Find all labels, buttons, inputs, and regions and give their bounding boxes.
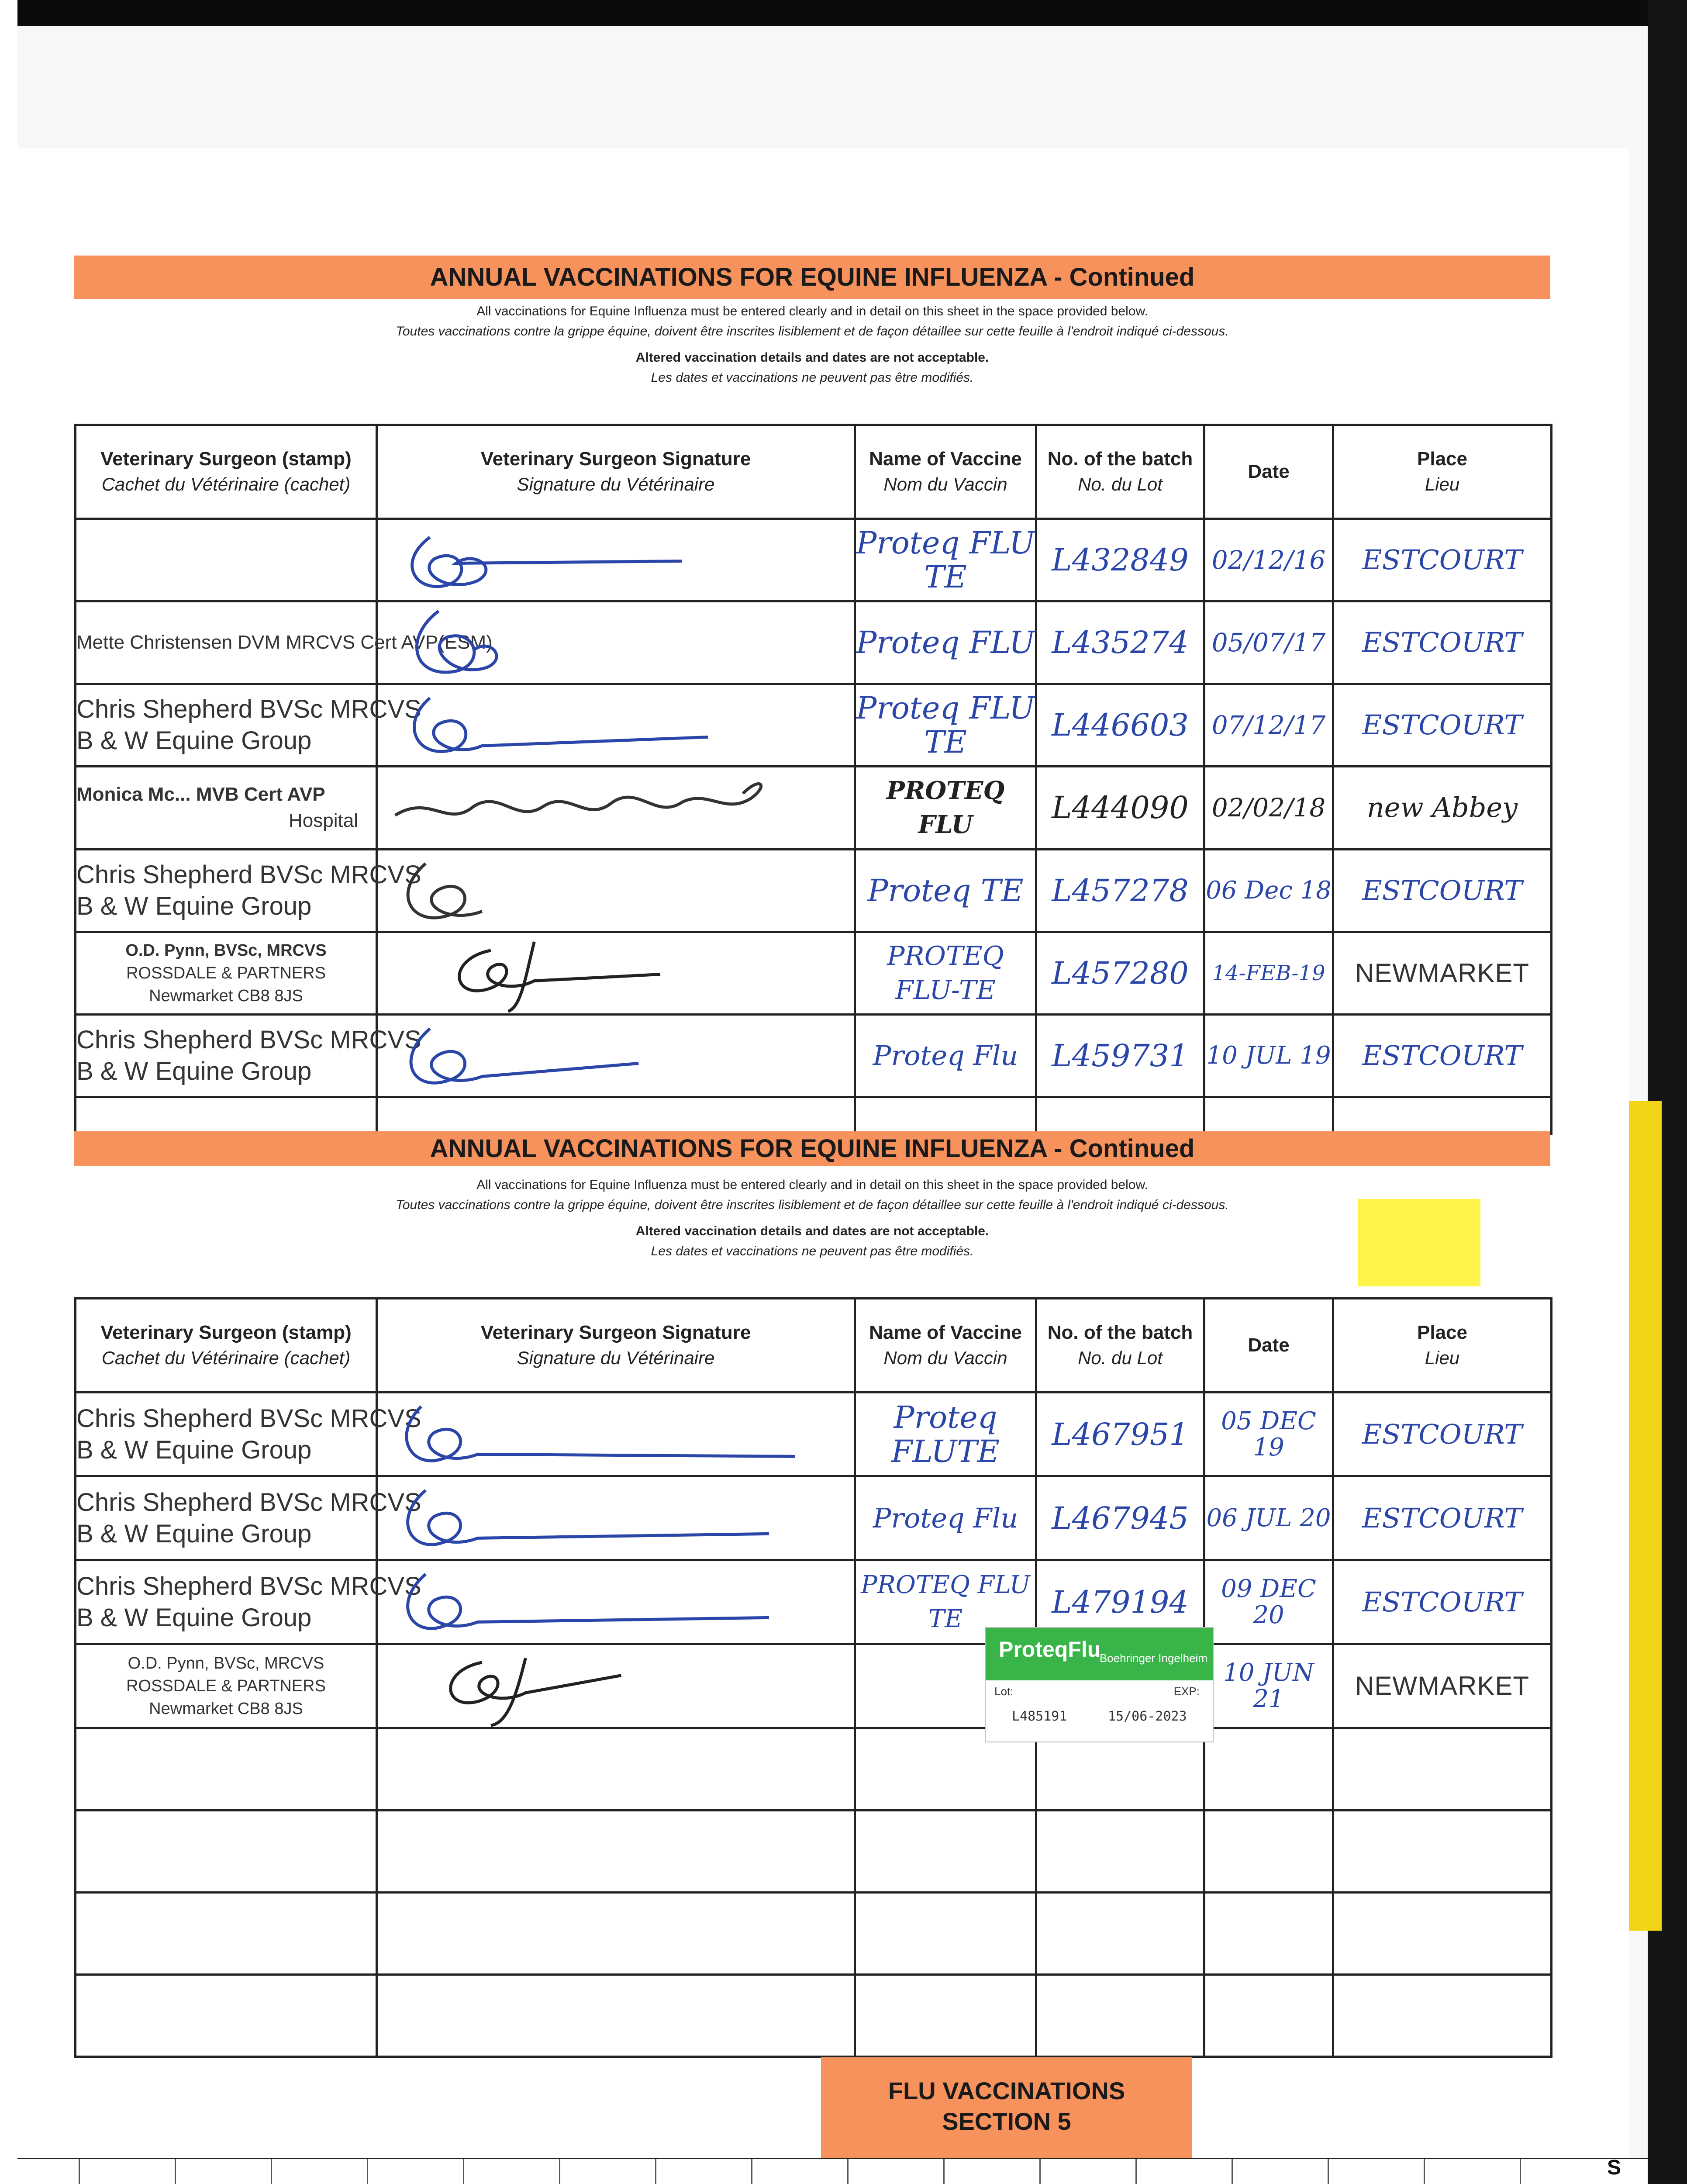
place-cell: ESTCOURT bbox=[1333, 601, 1552, 684]
sticker-brand-band bbox=[986, 1628, 1213, 1680]
date-cell: 14-FEB-19 bbox=[1204, 932, 1333, 1014]
batch-cell: L467951 bbox=[1036, 1393, 1204, 1476]
vaccine-cell: Proteq Flu bbox=[855, 1014, 1036, 1097]
ruler-tick bbox=[1424, 2159, 1425, 2184]
table-row bbox=[76, 932, 1552, 1014]
stamp-cell: Chris Shepherd BVSc MRCVS B & W Equine Group bbox=[76, 684, 377, 767]
ruler-tick bbox=[1039, 2159, 1041, 2184]
batch-cell bbox=[1036, 1810, 1204, 1892]
ruler-tick bbox=[655, 2159, 656, 2184]
stamp-cell bbox=[76, 1810, 377, 1892]
ruler-tick bbox=[79, 2159, 80, 2184]
section-label bbox=[821, 2057, 1192, 2158]
place-cell: ESTCOURT bbox=[1333, 1393, 1552, 1476]
vaccine-cell bbox=[855, 1892, 1036, 1974]
section-label-line2: SECTION 5 bbox=[942, 2108, 1071, 2135]
col-header-stamp: Veterinary Surgeon (stamp) Cachet du Vétérinaire (cachet) bbox=[76, 425, 377, 519]
table-row bbox=[76, 849, 1552, 932]
batch-cell: L467945 bbox=[1036, 1476, 1204, 1560]
sticker-exp-value: 15/06-2023 bbox=[1108, 1709, 1187, 1724]
place-cell: NEWMARKET bbox=[1333, 1644, 1552, 1728]
stamp-cell bbox=[76, 519, 377, 601]
yellow-page-tab bbox=[1629, 1101, 1662, 1931]
table-header-row bbox=[76, 1299, 1552, 1393]
place-cell bbox=[1333, 1728, 1552, 1810]
vaccine-cell bbox=[855, 1974, 1036, 2056]
vaccine-cell: Proteq Flu bbox=[855, 1476, 1036, 1560]
date-cell bbox=[1204, 1974, 1333, 2056]
warning-fr: Les dates et vaccinations ne peuvent pas être modifiés. bbox=[651, 1244, 974, 1258]
col-header-place: Place Lieu bbox=[1333, 1299, 1552, 1393]
scan-frame-top bbox=[0, 0, 1687, 26]
stamp-cell bbox=[76, 1097, 377, 1134]
vaccine-cell bbox=[855, 1810, 1036, 1892]
vaccine-cell: Proteq TE bbox=[855, 849, 1036, 932]
date-cell: 02/12/16 bbox=[1204, 519, 1333, 601]
batch-cell: L432849 bbox=[1036, 519, 1204, 601]
ruler-tick bbox=[1135, 2159, 1137, 2184]
place-cell bbox=[1333, 1097, 1552, 1134]
place-cell: ESTCOURT bbox=[1333, 1476, 1552, 1560]
ruler-tick bbox=[559, 2159, 560, 2184]
place-cell: ESTCOURT bbox=[1333, 1014, 1552, 1097]
date-cell bbox=[1204, 1728, 1333, 1810]
place-cell: ESTCOURT bbox=[1333, 1560, 1552, 1644]
instruction-en: All vaccinations for Equine Influenza must be entered clearly and in detail on this sheet in the space provided below. bbox=[476, 1178, 1148, 1192]
stamp-cell bbox=[76, 1728, 377, 1810]
col-header-batch: No. of the batch No. du Lot bbox=[1036, 425, 1204, 519]
instructions-top bbox=[74, 301, 1550, 388]
table-row bbox=[76, 767, 1552, 849]
signature-scribble bbox=[378, 1477, 854, 1559]
signature-cell bbox=[377, 1810, 855, 1892]
table-row bbox=[76, 1644, 1552, 1728]
vaccination-table-bottom bbox=[74, 1297, 1552, 2058]
table-row bbox=[76, 601, 1552, 684]
warning-en: Altered vaccination details and dates are not acceptable. bbox=[635, 350, 989, 365]
signature-cell bbox=[377, 1014, 855, 1097]
place-cell bbox=[1333, 1810, 1552, 1892]
signature-cell bbox=[377, 849, 855, 932]
signature-cell bbox=[377, 1393, 855, 1476]
stamp-cell: Chris Shepherd BVSc MRCVS B & W Equine Group bbox=[76, 1560, 377, 1644]
page-edge-ruler bbox=[17, 2158, 1648, 2184]
signature-cell bbox=[377, 519, 855, 601]
stamp-cell: Mette Christensen DVM MRCVS Cert AVP(ESM) bbox=[76, 601, 377, 684]
signature-scribble bbox=[378, 1393, 854, 1475]
place-cell: NEWMARKET bbox=[1333, 932, 1552, 1014]
place-cell: ESTCOURT bbox=[1333, 684, 1552, 767]
signature-cell bbox=[377, 932, 855, 1014]
instruction-fr: Toutes vaccinations contre la grippe équine, doivent être inscrites lisiblement et de façon détaillee sur cette feuille à l'endroit indiqué ci-dessous. bbox=[396, 1198, 1229, 1212]
ruler-tick bbox=[943, 2159, 945, 2184]
col-header-date: Date bbox=[1204, 425, 1333, 519]
date-cell: 07/12/17 bbox=[1204, 684, 1333, 767]
table-row bbox=[76, 1728, 1552, 1810]
ruler-tick bbox=[1232, 2159, 1233, 2184]
date-cell: 02/02/18 bbox=[1204, 767, 1333, 849]
signature-scribble bbox=[378, 685, 854, 765]
sticker-manufacturer: Boehringer Ingelheim bbox=[1099, 1652, 1207, 1665]
stamp-cell: Chris Shepherd BVSc MRCVS B & W Equine Group bbox=[76, 1393, 377, 1476]
batch-cell bbox=[1036, 1974, 1204, 2056]
signature-cell bbox=[377, 1560, 855, 1644]
ruler-tick bbox=[175, 2159, 176, 2184]
signature-scribble bbox=[378, 767, 854, 848]
ruler-tick bbox=[1520, 2159, 1521, 2184]
batch-cell: L457278 bbox=[1036, 849, 1204, 932]
stamp-cell bbox=[76, 1892, 377, 1974]
place-cell: ESTCOURT bbox=[1333, 849, 1552, 932]
signature-cell bbox=[377, 1892, 855, 1974]
table-row bbox=[76, 1393, 1552, 1476]
vaccine-cell: PROTEQ FLU TE bbox=[855, 1560, 1036, 1644]
col-header-vaccine: Name of Vaccine Nom du Vaccin bbox=[855, 1299, 1036, 1393]
signature-scribble bbox=[378, 933, 854, 1013]
table-row bbox=[76, 1892, 1552, 1974]
col-header-place: Place Lieu bbox=[1333, 425, 1552, 519]
table-row bbox=[76, 684, 1552, 767]
batch-cell bbox=[1036, 1892, 1204, 1974]
batch-cell: L446603 bbox=[1036, 684, 1204, 767]
instructions-bottom bbox=[74, 1175, 1550, 1261]
date-cell: 06 JUL 20 bbox=[1204, 1476, 1333, 1560]
place-cell bbox=[1333, 1892, 1552, 1974]
sticker-lot-value: L485191 bbox=[1012, 1709, 1067, 1724]
date-cell: 06 Dec 18 bbox=[1204, 849, 1333, 932]
date-cell: 10 JUN 21 bbox=[1204, 1644, 1333, 1728]
date-cell: 05/07/17 bbox=[1204, 601, 1333, 684]
ruler-tick bbox=[271, 2159, 272, 2184]
place-cell: new Abbey bbox=[1333, 767, 1552, 849]
col-header-date: Date bbox=[1204, 1299, 1333, 1393]
date-cell bbox=[1204, 1810, 1333, 1892]
vaccine-cell bbox=[855, 1097, 1036, 1134]
ruler-tick bbox=[463, 2159, 464, 2184]
table-row bbox=[76, 1097, 1552, 1134]
warning-fr: Les dates et vaccinations ne peuvent pas être modifiés. bbox=[651, 370, 974, 385]
date-cell: 05 DEC 19 bbox=[1204, 1393, 1333, 1476]
signature-cell bbox=[377, 1728, 855, 1810]
signature-cell bbox=[377, 767, 855, 849]
table-row bbox=[76, 1810, 1552, 1892]
date-cell bbox=[1204, 1097, 1333, 1134]
sticker-brand: ProteqFlu bbox=[999, 1637, 1101, 1662]
stamp-cell: O.D. Pynn, BVSc, MRCVS ROSSDALE & PARTNERS Newmarket CB8 8JS bbox=[76, 1644, 377, 1728]
batch-cell: L444090 bbox=[1036, 767, 1204, 849]
stamp-cell: O.D. Pynn, BVSc, MRCVS ROSSDALE & PARTNERS Newmarket CB8 8JS bbox=[76, 932, 377, 1014]
warning-en: Altered vaccination details and dates are not acceptable. bbox=[635, 1224, 989, 1238]
section-banner-bottom: ANNUAL VACCINATIONS FOR EQUINE INFLUENZA - Continued bbox=[74, 1131, 1550, 1166]
signature-cell bbox=[377, 1644, 855, 1728]
section-label-line1: FLU VACCINATIONS bbox=[888, 2077, 1125, 2105]
signature-cell bbox=[377, 684, 855, 767]
section-banner-top: ANNUAL VACCINATIONS FOR EQUINE INFLUENZA - Continued bbox=[74, 256, 1550, 299]
stamp-cell: Chris Shepherd BVSc MRCVS B & W Equine Group bbox=[76, 1476, 377, 1560]
signature-cell bbox=[377, 1476, 855, 1560]
vaccine-cell: Proteq FLUTE bbox=[855, 1393, 1036, 1476]
signature-scribble bbox=[378, 850, 854, 931]
date-cell: 10 JUL 19 bbox=[1204, 1014, 1333, 1097]
table-row bbox=[76, 1014, 1552, 1097]
ruler-tick bbox=[847, 2159, 849, 2184]
batch-cell: L435274 bbox=[1036, 601, 1204, 684]
batch-cell: L457280 bbox=[1036, 932, 1204, 1014]
ruler-tick bbox=[1328, 2159, 1329, 2184]
vaccine-cell: PROTEQ FLU bbox=[855, 767, 1036, 849]
ruler-tick bbox=[751, 2159, 752, 2184]
stamp-cell: Chris Shepherd BVSc MRCVS B & W Equine Group bbox=[76, 1014, 377, 1097]
instruction-en: All vaccinations for Equine Influenza must be entered clearly and in detail on this sheet in the space provided below. bbox=[476, 304, 1148, 318]
stamp-cell bbox=[76, 1974, 377, 2056]
vaccine-cell: PROTEQ FLU-TE bbox=[855, 932, 1036, 1014]
date-cell bbox=[1204, 1892, 1333, 1974]
signature-scribble bbox=[378, 1016, 854, 1096]
col-header-signature: Veterinary Surgeon Signature Signature du Vétérinaire bbox=[377, 425, 855, 519]
batch-cell bbox=[1036, 1097, 1204, 1134]
col-header-batch: No. of the batch No. du Lot bbox=[1036, 1299, 1204, 1393]
batch-cell: L459731 bbox=[1036, 1014, 1204, 1097]
signature-scribble bbox=[378, 520, 854, 600]
date-cell: 09 DEC 20 bbox=[1204, 1560, 1333, 1644]
ruler-tick bbox=[367, 2159, 368, 2184]
table-row bbox=[76, 1974, 1552, 2056]
vaccine-cell: Proteq FLU TE bbox=[855, 684, 1036, 767]
batch-cell: L479194 bbox=[1036, 1560, 1204, 1644]
proteqflu-batch-sticker bbox=[985, 1627, 1214, 1742]
col-header-vaccine: Name of Vaccine Nom du Vaccin bbox=[855, 425, 1036, 519]
col-header-stamp: Veterinary Surgeon (stamp) Cachet du Vétérinaire (cachet) bbox=[76, 1299, 377, 1393]
col-header-signature: Veterinary Surgeon Signature Signature du Vétérinaire bbox=[377, 1299, 855, 1393]
table-row bbox=[76, 519, 1552, 601]
sticker-lot-label: Lot: bbox=[994, 1685, 1014, 1698]
signature-scribble bbox=[378, 1645, 854, 1727]
place-cell: ESTCOURT bbox=[1333, 519, 1552, 601]
vaccination-table-top bbox=[74, 424, 1552, 1135]
stamp-cell: Monica Mc... MVB Cert AVP Hospital bbox=[76, 767, 377, 849]
place-cell bbox=[1333, 1974, 1552, 2056]
sticker-exp-label: EXP: bbox=[1173, 1685, 1200, 1698]
table-header-row bbox=[76, 425, 1552, 519]
stamp-cell: Chris Shepherd BVSc MRCVS B & W Equine Group bbox=[76, 849, 377, 932]
signature-scribble bbox=[378, 1561, 854, 1643]
signature-cell bbox=[377, 1974, 855, 2056]
vaccine-cell: Proteq FLU bbox=[855, 601, 1036, 684]
page-edge-mark: S bbox=[1607, 2156, 1621, 2179]
instruction-fr: Toutes vaccinations contre la grippe équine, doivent être inscrites lisiblement et de façon détaillee sur cette feuille à l'endroit indiqué ci-dessous. bbox=[396, 324, 1229, 339]
table-row bbox=[76, 1476, 1552, 1560]
scan-frame-left bbox=[0, 0, 17, 2184]
table-row bbox=[76, 1560, 1552, 1644]
vaccine-cell: Proteq FLU TE bbox=[855, 519, 1036, 601]
signature-cell bbox=[377, 1097, 855, 1134]
